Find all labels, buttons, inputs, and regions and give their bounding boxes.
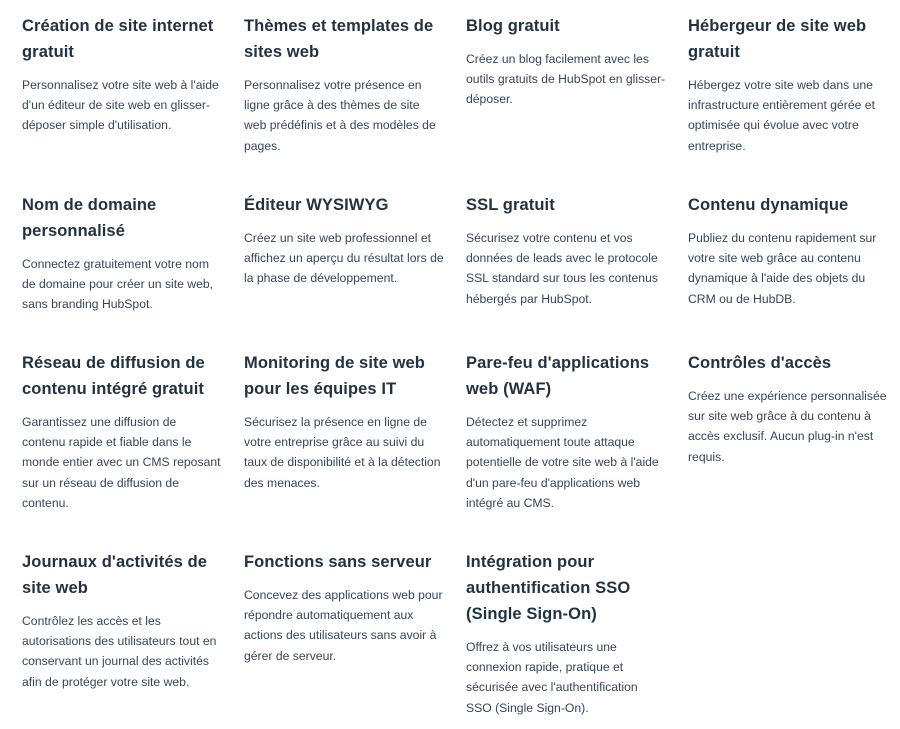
feature-description: Concevez des applications web pour répondre automatiquement aux actions des utilisateurs sans avoir à gérer de serveur. [244,588,443,663]
feature-title: Contenu dynamique [688,196,849,214]
feature-title: Création de site internet gratuit [22,17,214,61]
feature-title: Monitoring de site web pour les équipes IT [244,354,425,398]
feature-title: Hébergeur de site web gratuit [688,17,867,61]
feature-card-serverless-functions [244,549,444,666]
feature-description: Publiez du contenu rapidement sur votre site web grâce au contenu dynamique à l'aide des objets du CRM ou de HubDB. [688,231,877,306]
feature-description: Personnalisez votre présence en ligne grâce à des thèmes de site web prédéfinis et à des modèles de pages. [244,78,436,153]
feature-card-free-hosting [688,13,888,156]
feature-description: Garantissez une diffusion de contenu rapide et fiable dans le monde entier avec un CMS reposant sur un réseau de diffusion de contenu. [22,415,221,510]
feature-title: Réseau de diffusion de contenu intégré gratuit [22,354,205,398]
feature-description: Créez une expérience personnalisée sur site web grâce à du contenu à accès exclusif. Aucun plug-in n'est requis. [688,389,887,464]
feature-description: Offrez à vos utilisateurs une connexion rapide, pratique et sécurisée avec l'authentification SSO (Single Sign-On). [466,640,638,715]
feature-card-waf [466,350,666,513]
feature-card-it-monitoring [244,350,444,493]
feature-title: Pare-feu d'applications web (WAF) [466,354,650,398]
feature-title: Thèmes et templates de sites web [244,17,434,61]
feature-description: Créez un blog facilement avec les outils gratuits de HubSpot en glisser-déposer. [466,52,666,107]
feature-title: Journaux d'activités de site web [22,553,208,597]
feature-title: SSL gratuit [466,196,555,214]
feature-card-free-blog [466,13,666,110]
feature-title: Éditeur WYSIWYG [244,196,389,214]
feature-description: Sécurisez la présence en ligne de votre entreprise grâce au suivi du taux de disponibilité et à la détection des menaces. [244,415,441,490]
feature-card-free-ssl [466,192,666,309]
feature-description: Créez un site web professionnel et affichez un aperçu du résultat lors de la phase de développement. [244,231,444,286]
feature-title: Fonctions sans serveur [244,553,432,571]
feature-card-cdn [22,350,222,513]
feature-card-themes-templates [244,13,444,156]
feature-card-activity-logs [22,549,222,692]
feature-title: Nom de domaine personnalisé [22,196,157,240]
feature-card-sso-integration [466,549,666,718]
feature-description: Contrôlez les accès et les autorisations des utilisateurs tout en conservant un journal des activités afin de protéger votre site web. [22,614,217,689]
feature-description: Détectez et supprimez automatiquement toute attaque potentielle de votre site web à l'aide d'un pare-feu d'applications web intégré au CMS. [466,415,659,510]
feature-card-website-builder [22,13,222,136]
feature-title: Blog gratuit [466,17,560,35]
feature-title: Contrôles d'accès [688,354,832,372]
feature-description: Hébergez votre site web dans une infrastructure entièrement gérée et optimisée qui évolue avec votre entreprise. [688,78,875,153]
feature-description: Connectez gratuitement votre nom de domaine pour créer un site web, sans branding HubSpot. [22,257,214,312]
feature-description: Personnalisez votre site web à l'aide d'un éditeur de site web en glisser-déposer simple d'utilisation. [22,78,219,133]
feature-card-custom-domain [22,192,222,315]
feature-card-wysiwyg-editor [244,192,444,289]
feature-description: Sécurisez votre contenu et vos données de leads avec le protocole SSL standard sur tous les contenus hébergés par HubSpot. [466,231,658,306]
feature-card-access-controls [688,350,888,467]
feature-title: Intégration pour authentification SSO (Single Sign-On) [466,553,631,623]
feature-card-dynamic-content [688,192,888,309]
